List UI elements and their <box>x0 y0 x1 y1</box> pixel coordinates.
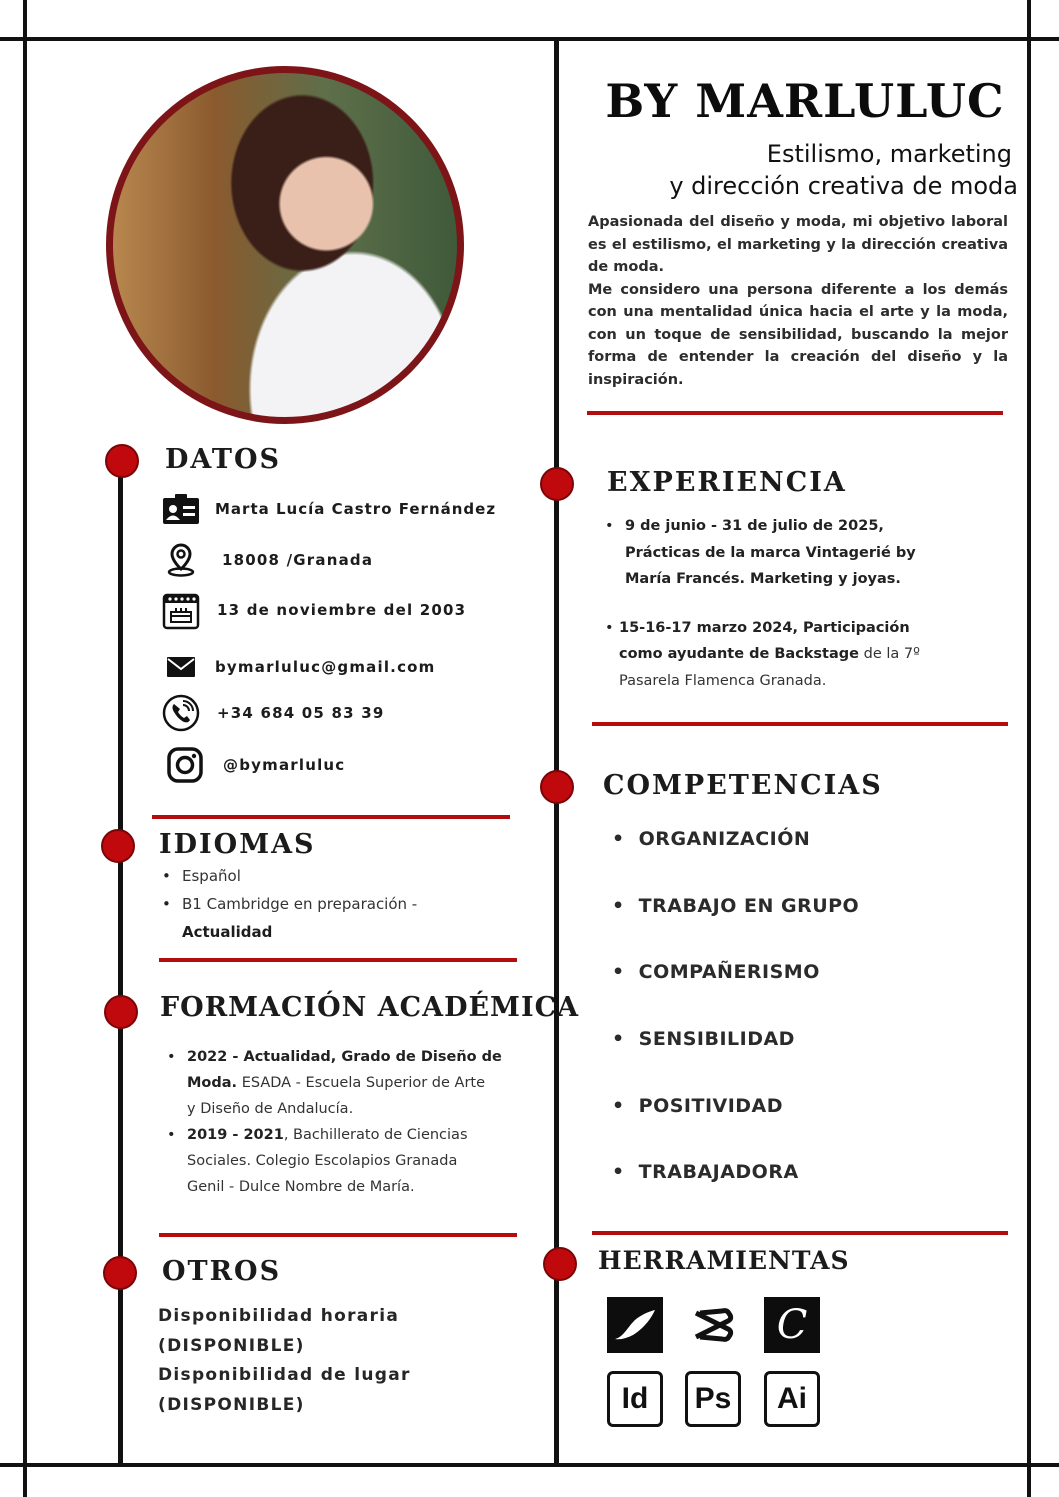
left-timeline-line <box>118 460 123 1465</box>
contact-email-row <box>161 647 436 687</box>
competencias-heading: COMPETENCIAS <box>603 770 883 801</box>
idiomas-heading: IDIOMAS <box>159 829 316 860</box>
experiencia-list <box>603 513 1013 694</box>
formacion-divider <box>159 1233 517 1237</box>
competencias-timeline-dot <box>540 770 574 804</box>
competencia-item: • TRABAJO EN GRUPO <box>612 895 859 917</box>
otros-heading: OTROS <box>162 1256 282 1287</box>
competencia-item: • COMPAÑERISMO <box>612 961 820 983</box>
photoshop-icon: Ps <box>685 1371 741 1427</box>
herramientas-timeline-dot <box>543 1247 577 1281</box>
contact-instagram[interactable]: @bymarluluc <box>223 756 346 774</box>
id-card-icon <box>161 489 201 529</box>
top-border-line <box>0 37 1059 41</box>
list-item: • Español <box>160 862 500 890</box>
contact-name-row <box>161 489 496 529</box>
list-item: • 9 de junio - 31 de julio de 2025, Prácticas de la marca Vintagerié by María Francés. Marketing y joyas. <box>603 513 1013 593</box>
instagram-icon <box>165 745 205 785</box>
datos-divider <box>152 815 510 819</box>
indesign-icon: Id <box>607 1371 663 1427</box>
competencia-item: • SENSIBILIDAD <box>612 1028 795 1050</box>
competencia-item: • POSITIVIDAD <box>612 1095 783 1117</box>
profile-divider <box>587 411 1003 415</box>
list-item: • 2019 - 2021, Bachillerato de Ciencias Sociales. Colegio Escolapios Granada Genil - Dulce Nombre de María. <box>165 1122 515 1200</box>
bottom-border-line <box>0 1463 1059 1467</box>
profile-summary <box>588 211 1008 391</box>
otros-line-4: (DISPONIBLE) <box>158 1394 305 1415</box>
list-item: • B1 Cambridge en preparación - Actualidad <box>160 890 500 946</box>
profile-paragraph-2: Me considero una persona diferente a los demás con una mentalidad única hacia el arte y la moda, con un toque de sensibilidad, buscando la mejor forma de entender la creación del diseño y la inspiración. <box>588 281 1008 388</box>
datos-heading: DATOS <box>165 444 281 475</box>
competencia-item: • ORGANIZACIÓN <box>612 828 810 850</box>
profile-paragraph-1: Apasionada del diseño y moda, mi objetivo laboral es el estilismo, el marketing y la dirección creativa de moda. <box>588 214 1008 275</box>
subtitle-line-1: Estilismo, marketing <box>766 140 1012 168</box>
contact-email[interactable]: bymarluluc@gmail.com <box>215 658 436 676</box>
profile-photo <box>106 66 464 424</box>
otros-timeline-dot <box>103 1256 137 1290</box>
formacion-list <box>165 1044 515 1200</box>
illustrator-icon: Ai <box>764 1371 820 1427</box>
list-item: • 15-16-17 marzo 2024, Participación como ayudante de Backstage de la 7º Pasarela Flamenca Granada. <box>603 615 1013 695</box>
subtitle-line-2: y dirección creativa de moda <box>669 172 1018 200</box>
otros-line-3: Disponibilidad de lugar <box>158 1365 411 1385</box>
idiomas-list <box>160 862 500 946</box>
contact-location-row <box>161 540 373 580</box>
calendar-icon <box>161 590 201 630</box>
formacion-timeline-dot <box>104 995 138 1029</box>
otros-line-2: (DISPONIBLE) <box>158 1335 305 1356</box>
contact-birthdate: 13 de noviembre del 2003 <box>217 601 467 619</box>
experiencia-divider <box>592 722 1008 726</box>
canva-icon: C <box>764 1297 820 1353</box>
experiencia-heading: EXPERIENCIA <box>607 467 847 498</box>
experiencia-timeline-dot <box>540 467 574 501</box>
competencia-item: • TRABAJADORA <box>612 1161 799 1183</box>
contact-name: Marta Lucía Castro Fernández <box>215 500 497 518</box>
contact-phone-row <box>161 693 384 733</box>
otros-line-1: Disponibilidad horaria <box>158 1306 400 1326</box>
capcut-icon <box>686 1297 742 1353</box>
otros-content <box>158 1302 411 1420</box>
formacion-heading: FORMACIÓN ACADÉMICA <box>160 992 580 1023</box>
herramientas-heading: HERRAMIENTAS <box>598 1246 850 1275</box>
procreate-icon <box>607 1297 663 1353</box>
phone-icon <box>161 693 201 733</box>
contact-birthdate-row <box>161 590 466 630</box>
contact-phone[interactable]: +34 684 05 83 39 <box>217 704 385 722</box>
left-border-line <box>23 0 27 1497</box>
idiomas-timeline-dot <box>101 829 135 863</box>
envelope-icon <box>161 647 201 687</box>
contact-location: 18008 /Granada <box>222 551 374 569</box>
right-border-line <box>1027 0 1031 1497</box>
list-item: • 2022 - Actualidad, Grado de Diseño de Moda. ESADA - Escuela Superior de Arte y Diseño de Andalucía. <box>165 1044 515 1122</box>
competencias-divider <box>592 1231 1008 1235</box>
brand-title: BY MARLULUC <box>605 74 1005 128</box>
idiomas-divider <box>159 958 517 962</box>
contact-instagram-row <box>165 745 345 785</box>
datos-timeline-dot <box>105 444 139 478</box>
map-pin-icon <box>161 540 201 580</box>
